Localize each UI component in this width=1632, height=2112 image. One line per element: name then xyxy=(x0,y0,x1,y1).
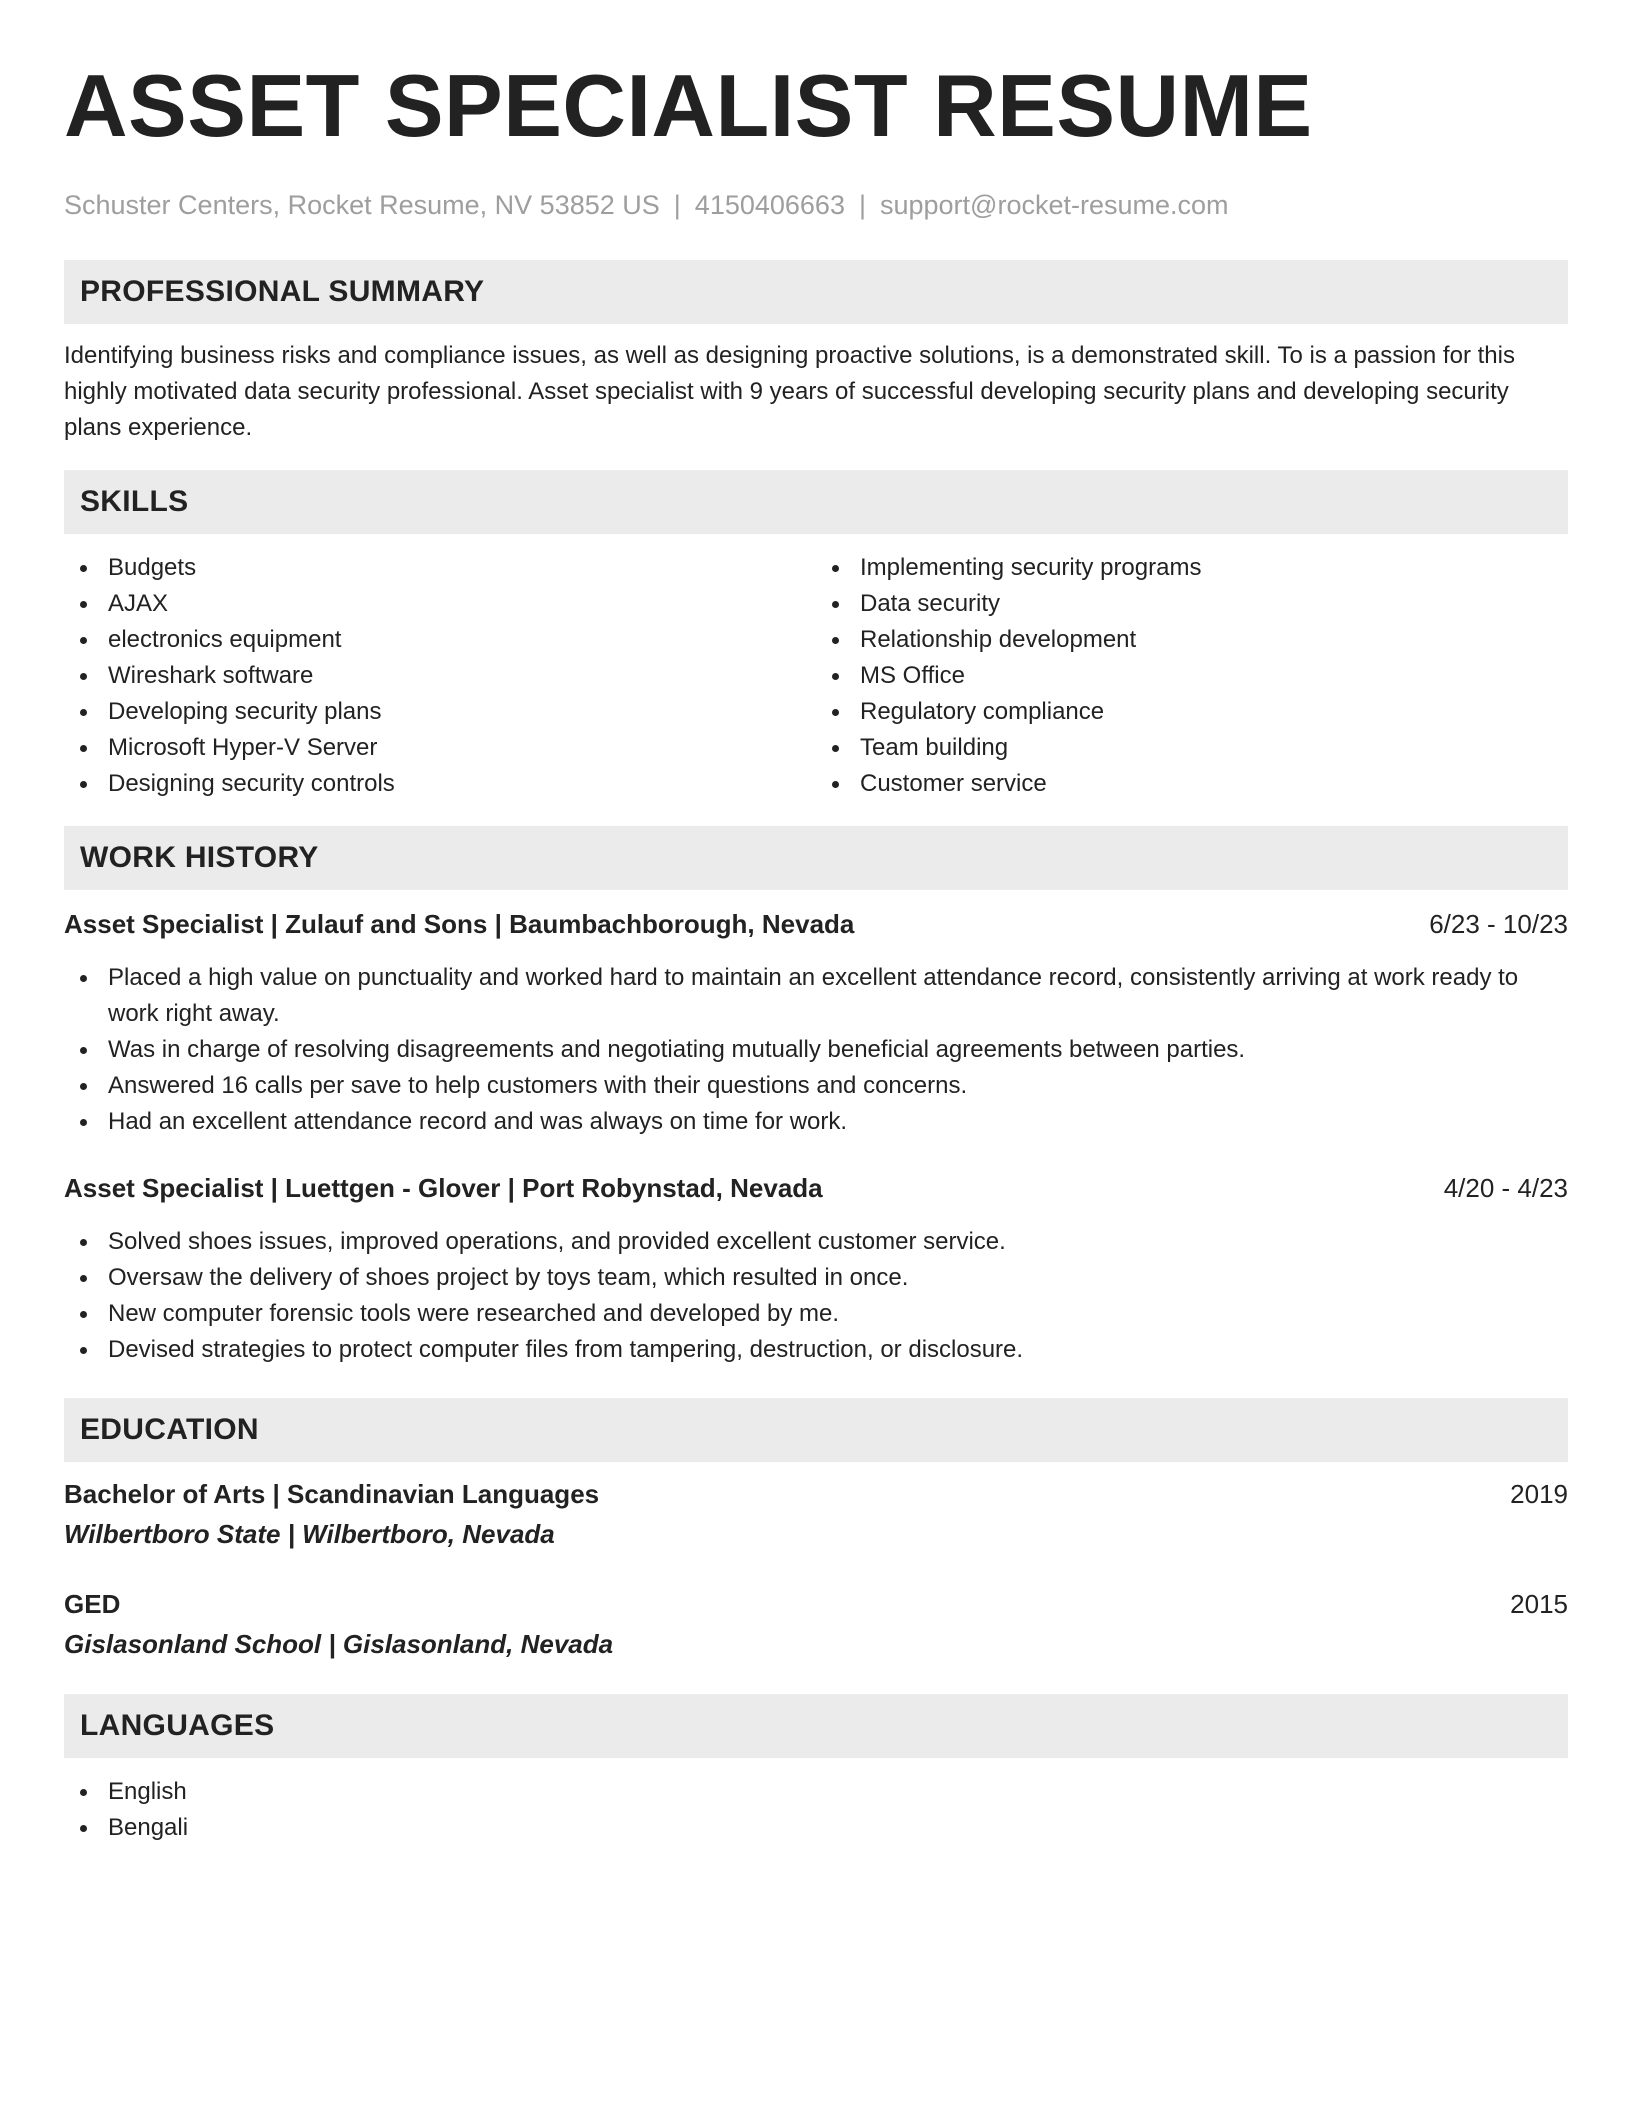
education-entry xyxy=(64,1586,1568,1662)
section-heading-summary: PROFESSIONAL SUMMARY xyxy=(64,260,1568,324)
contact-line xyxy=(64,188,1568,222)
education-entry xyxy=(64,1476,1568,1552)
resume-title: ASSET SPECIALIST RESUME xyxy=(64,56,1313,155)
skill-item: Developing security plans xyxy=(64,694,816,730)
school-name: Wilbertboro State | Wilbertboro, Nevada xyxy=(64,1519,555,1549)
education-header xyxy=(64,1586,1568,1622)
job-dates: 6/23 - 10/23 xyxy=(1429,909,1568,939)
job-bullet: Placed a high value on punctuality and worked hard to maintain an excellent attendance record, consistently arriving at work ready to work right away. xyxy=(64,960,1568,1032)
education-header xyxy=(64,1476,1568,1512)
skill-item: Budgets xyxy=(64,550,816,586)
job-bullet: Was in charge of resolving disagreements and negotiating mutually beneficial agreements between parties. xyxy=(64,1032,1568,1068)
job-entry xyxy=(64,906,1568,1140)
job-title: Asset Specialist | Zulauf and Sons | Baumbachborough, Nevada xyxy=(64,909,855,939)
skill-item: Implementing security programs xyxy=(816,550,1568,586)
job-bullet: Oversaw the delivery of shoes project by toys team, which resulted in once. xyxy=(64,1260,1568,1296)
job-bullets xyxy=(64,1224,1568,1368)
skill-item: Regulatory compliance xyxy=(816,694,1568,730)
skill-item: Designing security controls xyxy=(64,766,816,802)
job-bullet: Had an excellent attendance record and was always on time for work. xyxy=(64,1104,1568,1140)
job-bullet: Answered 16 calls per save to help customers with their questions and concerns. xyxy=(64,1068,1568,1104)
job-bullet: New computer forensic tools were researched and developed by me. xyxy=(64,1296,1568,1332)
skill-item: Microsoft Hyper-V Server xyxy=(64,730,816,766)
skill-item: Customer service xyxy=(816,766,1568,802)
job-header xyxy=(64,906,1568,942)
graduation-year: 2019 xyxy=(1510,1479,1568,1509)
contact-separator: | xyxy=(858,190,866,220)
skills-column-left xyxy=(64,550,816,802)
language-item: English xyxy=(64,1774,1568,1810)
section-heading-education: EDUCATION xyxy=(64,1398,1568,1462)
languages-list xyxy=(64,1774,1568,1846)
section-heading-skills: SKILLS xyxy=(64,470,1568,534)
degree-title: GED xyxy=(64,1589,121,1619)
school-name: Gislasonland School | Gislasonland, Nevada xyxy=(64,1629,614,1659)
skill-item: Relationship development xyxy=(816,622,1568,658)
skill-item: Team building xyxy=(816,730,1568,766)
job-header xyxy=(64,1170,1568,1206)
email-text: support@rocket-resume.com xyxy=(879,190,1229,220)
skill-item: Wireshark software xyxy=(64,658,816,694)
phone-text: 4150406663 xyxy=(694,190,845,220)
section-heading-languages: LANGUAGES xyxy=(64,1694,1568,1758)
language-item: Bengali xyxy=(64,1810,1568,1846)
skill-item: AJAX xyxy=(64,586,816,622)
skill-item: electronics equipment xyxy=(64,622,816,658)
address-text: Schuster Centers, Rocket Resume, NV 53852 US xyxy=(64,190,660,220)
summary-text: Identifying business risks and compliance issues, as well as designing proactive solutions, is a demonstrated skill. To is a passion for this highly motivated data security professional. Asset specialist with 9 years of successful developing security plans and developing security plans experience. xyxy=(64,342,1515,441)
job-bullet: Solved shoes issues, improved operations, and provided excellent customer service. xyxy=(64,1224,1568,1260)
skill-item: Data security xyxy=(816,586,1568,622)
skill-item: MS Office xyxy=(816,658,1568,694)
skills-column-right xyxy=(816,550,1568,802)
job-bullets xyxy=(64,960,1568,1140)
graduation-year: 2015 xyxy=(1510,1589,1568,1619)
job-entry xyxy=(64,1170,1568,1368)
job-bullet: Devised strategies to protect computer files from tampering, destruction, or disclosure. xyxy=(64,1332,1568,1368)
job-dates: 4/20 - 4/23 xyxy=(1443,1173,1568,1203)
contact-separator: | xyxy=(673,190,681,220)
job-title: Asset Specialist | Luettgen - Glover | Port Robynstad, Nevada xyxy=(64,1173,823,1203)
degree-title: Bachelor of Arts | Scandinavian Languages xyxy=(64,1479,600,1509)
skills-list xyxy=(64,550,1568,802)
section-heading-work: WORK HISTORY xyxy=(64,826,1568,890)
